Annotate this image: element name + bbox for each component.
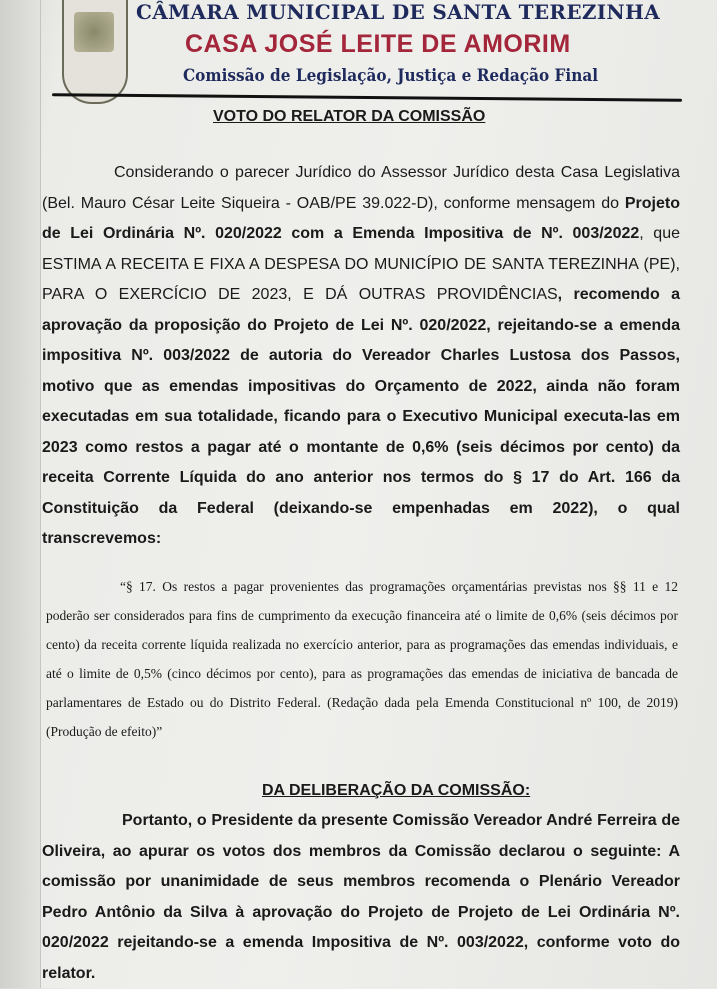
text-segment: , recomendo a aprovação da proposição do Projeto de Lei Nº. 020/2022, rejeitando-se a emenda impositiva Nº. 003/2022 de autoria do Vereador Charles Lustosa dos Passos, motivo que as emendas impositivas do Orçamento de 2022, ainda não foram executadas em sua totalidade, ficando para o Executivo Municipal executa-las em 2023 como restos a pagar até o montante de 0,6% (seis décimos por cento) da receita Corrente Líquida do ano anterior nos termos do § 17 do Art. 166 da Constituição da Federal (deixando-se empenhadas em 2022), o qual transcrevemos: (42, 286, 680, 547)
constitution-quote: “§ 17. Os restos a pagar provenientes das programações orçamentárias previstas nos §§ 11 e 12 poderão ser considerados para fins de cumprimento da execução financeira até o limite de 0,6% (seis décimos por cento) da receita corrente líquida realizada no exercício anterior, para as programações das emendas individuais, e até o limite de 0,5% (cinco décimos por cento), para as programações das emendas de iniciativa de bancada de parlamentares de Estado ou do Distrito Federal. (Redação dada pela Emenda Constitucional nº 100, de 2019) (Produção de efeito)” (46, 579, 678, 739)
text-segment: Projeto de Lei Ordinária Nº. 020/2022 com a Emenda Impositiva de Nº. 003/2022 (42, 194, 680, 242)
commission-name: Comissão de Legislação, Justiça e Redação Final (183, 66, 599, 86)
header-divider (52, 93, 682, 101)
chamber-name: CÂMARA MUNICIPAL DE SANTA TEREZINHA (136, 0, 661, 24)
document-title: VOTO DO RELATOR DA COMISSÃO (213, 108, 486, 125)
paragraph-considerando (42, 158, 680, 555)
house-name: CASA JOSÉ LEITE DE AMORIM (185, 30, 571, 58)
text-segment: Considerando o parecer Jurídico do Assessor Jurídico desta Casa Legislativa (Bel. Mauro César Leite Siqueira - OAB/PE 39.022-D), conforme mensagem do (42, 164, 680, 212)
municipal-seal-logo (62, 0, 128, 104)
page-edge (0, 0, 41, 988)
text-segment: , que ESTIMA A RECEITA E FIXA A DESPESA DO MUNICÍPIO DE SANTA TEREZINHA (PE), PARA O EXERCÍCIO DE 2023, E DÁ OUTRAS PROVIDÊNCIAS (42, 225, 680, 303)
section-heading-deliberacao: DA DELIBERAÇÃO DA COMISSÃO: (262, 782, 531, 799)
paragraph-deliberacao (42, 806, 680, 989)
text-segment: Portanto, o Presidente da presente Comissão Vereador André Ferreira de Oliveira, ao apurar os votos dos membros da Comissão declarou o seguinte: A comissão por unanimidade de seus membros recomenda o Plenário Vereador Pedro Antônio da Silva à aprovação do Projeto de Projeto de Lei Ordinária Nº. 020/2022 rejeitando-se a emenda Impositiva de Nº. 003/2022, conforme voto do relator. (42, 812, 680, 982)
